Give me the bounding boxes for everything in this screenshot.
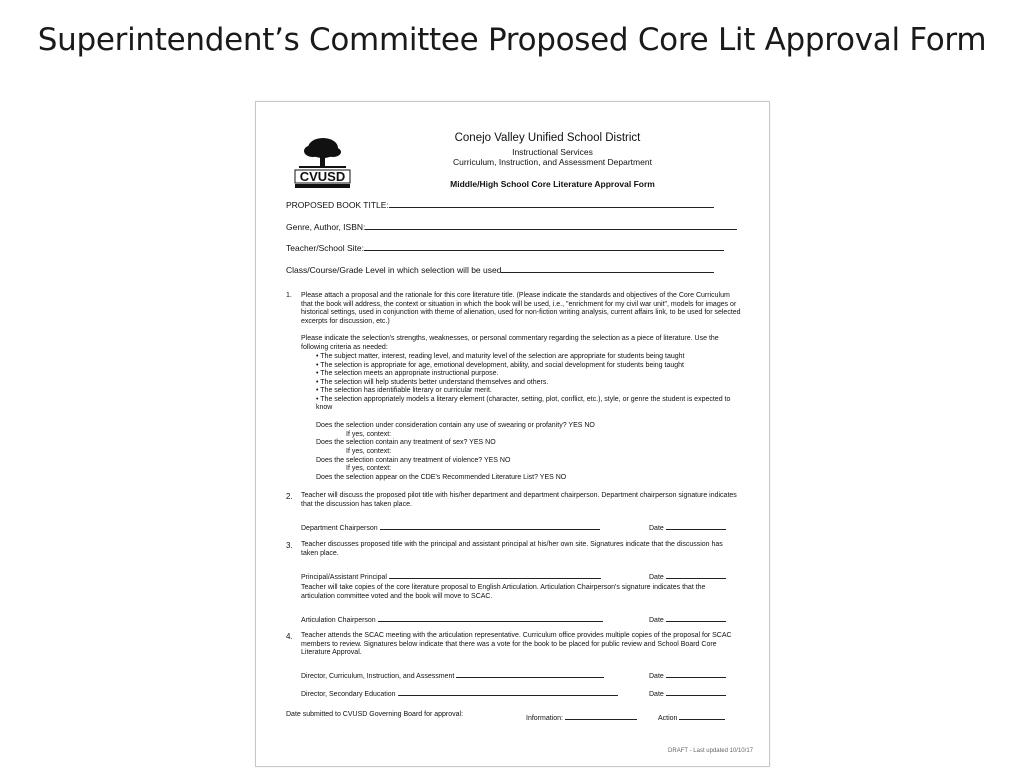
teacher-line[interactable]	[364, 242, 724, 251]
action-field: Action	[658, 711, 725, 722]
information-line[interactable]	[565, 711, 637, 720]
item1-num: 1.	[286, 292, 292, 299]
form-title: Middle/High School Core Literature Approval Form	[450, 179, 655, 189]
articulation-paragraph: Teacher will take copies of the core literature proposal to English Articulation. Articulation Chairperson's signature indicates that the articulation committee voted and the book will move to SCAC.	[301, 584, 706, 600]
genre-line[interactable]	[365, 221, 737, 230]
question-cde-list: Does the selection appear on the CDE's Recommended Literature List? YES NO	[316, 474, 567, 481]
signature-line[interactable]	[380, 521, 600, 530]
item2-paragraph: Teacher will discuss the proposed pilot title with his/her department and department chairperson. Department chairperson signature indicates that the discussion has taken place.	[301, 492, 737, 508]
class-field: Class/Course/Grade Level in which selection will be used	[286, 264, 714, 275]
question-violence: Does the selection contain any treatment of violence? YES NO	[316, 457, 511, 464]
item3-paragraph: Teacher discusses proposed title with the principal and assistant principal at his/her own site. Signatures indicate that the discussion has taken place.	[301, 541, 723, 557]
genre-field: Genre, Author, ISBN:	[286, 221, 737, 232]
item4-paragraph: Teacher attends the SCAC meeting with the articulation representative. Curriculum office provides multiple copies of the proposal for SCAC members to review. Signatures below indicate that there was a vote for the book to be placed for public review and School Board Core Literature Approval.	[301, 632, 732, 657]
criteria-bullet: • The selection meets an appropriate instructional purpose.	[316, 370, 499, 377]
book-title-line[interactable]	[389, 199, 714, 208]
date-field: Date	[649, 613, 726, 624]
item4-num: 4.	[286, 632, 293, 641]
signature-line[interactable]	[456, 669, 604, 678]
criteria-bullet: • The selection has identifiable literary or curricular merit.	[316, 387, 492, 394]
form-page	[255, 101, 770, 767]
criteria-bullet: • The selection is appropriate for age, emotional development, ability, and social development for students being taught	[316, 361, 684, 369]
district-name: Conejo Valley Unified School District	[454, 132, 641, 144]
ifyes-context: If yes, context:	[346, 448, 392, 455]
date-line[interactable]	[666, 521, 726, 530]
director-secondary-signature: Director, Secondary Education	[301, 687, 618, 698]
item3-num: 3.	[286, 541, 293, 550]
item2-num: 2.	[286, 492, 293, 501]
information-field: Information:	[526, 711, 637, 722]
signature-line[interactable]	[389, 570, 601, 579]
criteria-bullet: • The subject matter, interest, reading level, and maturity level of the selection are appropriate for students being taught	[316, 353, 685, 360]
board-submission-label: Date submitted to CVUSD Governing Board for approval:	[286, 711, 464, 718]
signature-line[interactable]	[378, 613, 603, 622]
logo-text: CVUSD	[299, 169, 346, 184]
criteria-bullet: • The selection appropriately models a literary element (character, setting, plot, conflict, etc.), style, or genre the student is expected to know	[316, 395, 731, 412]
action-line[interactable]	[679, 711, 725, 720]
articulation-chair-signature: Articulation Chairperson	[301, 613, 603, 624]
ifyes-context: If yes, context:	[346, 431, 392, 438]
date-line[interactable]	[666, 570, 726, 579]
question-sex: Does the selection contain any treatment of sex? YES NO	[316, 439, 496, 446]
signature-line[interactable]	[398, 687, 618, 696]
item1-paragraph: Please attach a proposal and the rationale for this core literature title. (Please indicate the standards and objectives of the Core Curriculum that the book will address, the context or situation in which the book will be used, i.e., "enrichment for my civil war unit", models for images or historical settings, used in conjunction with theme of alienation, used for non-fiction writing analysis, current affairs link, to be used for selected excerpts for discussion, etc.)	[301, 292, 741, 325]
question-profanity: Does the selection under consideration contain any use of swearing or profanity? YES NO	[316, 422, 595, 429]
draft-note: DRAFT - Last updated 10/10/17	[668, 748, 753, 754]
date-field: Date	[649, 669, 726, 680]
services-name: Instructional Services	[512, 147, 593, 157]
date-line[interactable]	[666, 613, 726, 622]
date-field: Date	[649, 687, 726, 698]
book-title-field: PROPOSED BOOK TITLE:	[286, 199, 714, 210]
principal-signature: Principal/Assistant Principal	[301, 570, 601, 581]
date-field: Date	[649, 570, 726, 581]
criteria-bullet: • The selection will help students better understand themselves and others.	[316, 378, 549, 386]
item1-criteria-intro: Please indicate the selection's strengths, weaknesses, or personal commentary regarding the selection as a piece of literature. Use the following criteria as needed:	[301, 335, 719, 351]
teacher-field: Teacher/School Site:	[286, 242, 724, 253]
date-line[interactable]	[666, 687, 726, 696]
date-field: Date	[649, 521, 726, 532]
slide-title: Superintendent’s Committee Proposed Core Lit Approval Form	[37, 22, 987, 58]
class-line[interactable]	[501, 264, 714, 273]
department-chair-signature: Department Chairperson	[301, 521, 600, 532]
director-curriculum-signature: Director, Curriculum, Instruction, and Assessment	[301, 669, 604, 680]
ifyes-context: If yes, context:	[346, 465, 392, 472]
date-line[interactable]	[666, 669, 726, 678]
department-name: Curriculum, Instruction, and Assessment Department	[453, 157, 652, 167]
